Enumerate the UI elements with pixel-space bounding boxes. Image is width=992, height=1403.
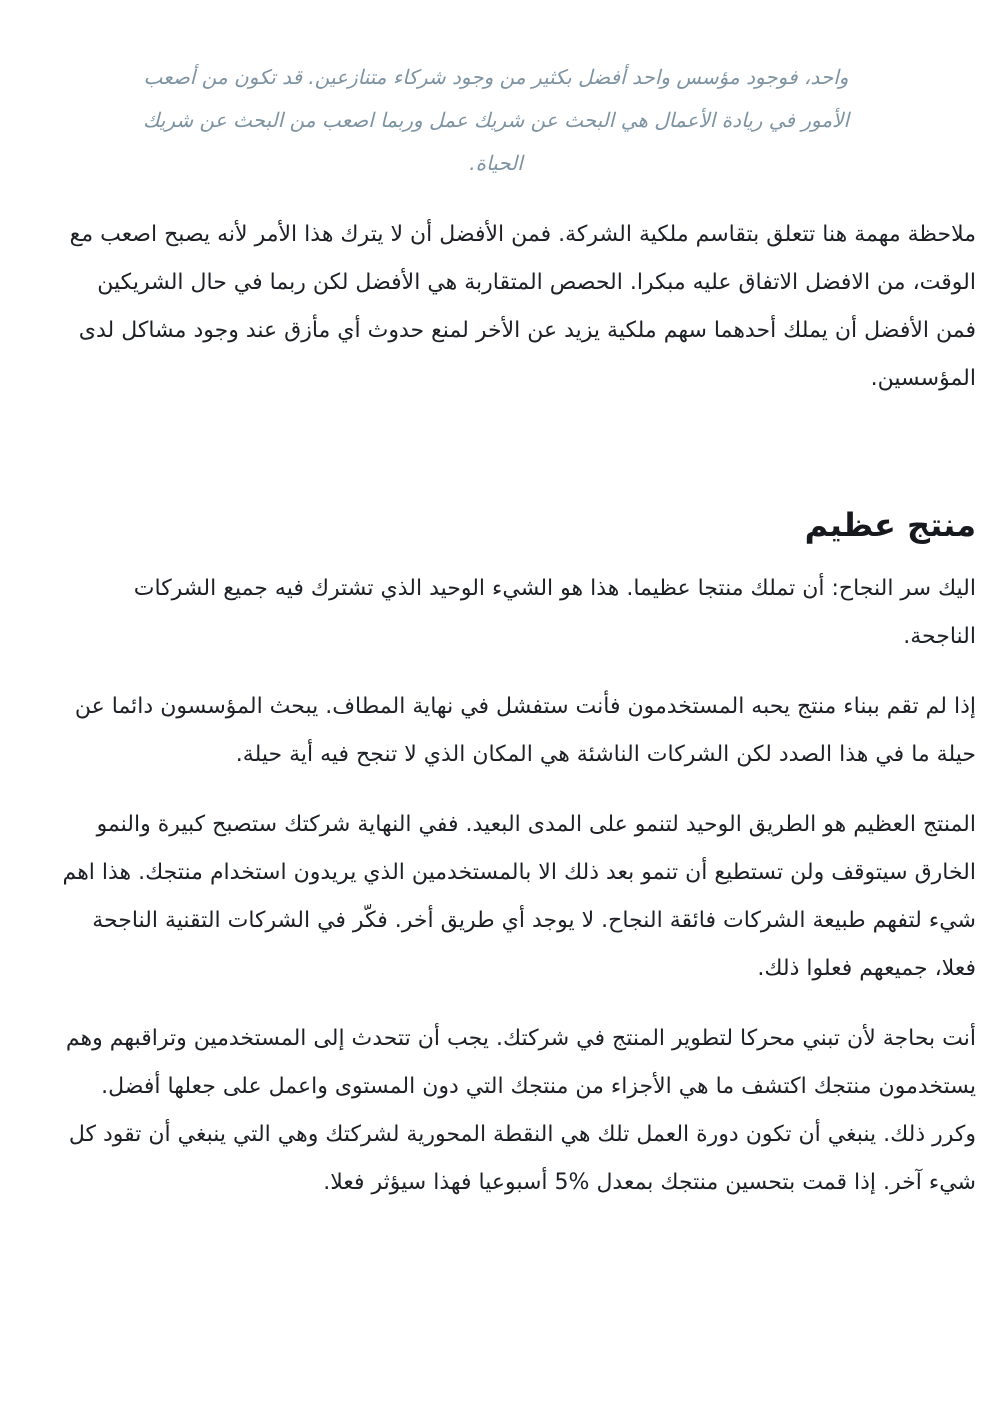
paragraph-product-improvement-engine: أنت بحاجة لأن تبني محركا لتطوير المنتج في شركتك. يجب أن تتحدث إلى المستخدمين وتراقبهم وهم يستخدمون منتجك اكتشف ما هي الأجزاء من منتجك التي دون المستوى واعمل على جعلها أفضل. وكرر ذلك. ينبغي أن تكون دورة العمل تلك هي النقطة المحورية لشركتك وهي التي ينبغي أن تقود كل شيء آخر. إذا قمت بتحسين منتجك بمعدل %5 أسبوعيا فهذا سيؤثر فعلا. [65, 1026, 976, 1195]
pull-quote: واحد، فوجود مؤسس واحد أفضل بكثير من وجود شركاء متنازعين. قد تكون من أصعب الأمور في ريادة الأعمال هي البحث عن شريك عمل وربما اصعب من البحث عن شريك الحياة. [142, 65, 850, 175]
paragraph-long-term-growth: المنتج العظيم هو الطريق الوحيد لتنمو على المدى البعيد. ففي النهاية شركتك ستصبح كبيرة والنمو الخارق سيتوقف ولن تستطيع أن تنمو بعد ذلك الا بالمستخدمين الذي يريدون استخدام منتجك. هذا اهم شيء لتفهم طبيعة الشركات فائقة النجاح. لا يوجد أي طريق أخر. فكّر في الشركات التقنية الناجحة فعلا، جميعهم فعلوا ذلك. [62, 812, 976, 981]
paragraph-users-love-product: إذا لم تقم ببناء منتج يحبه المستخدمون فأنت ستفشل في نهاية المطاف. يبحث المؤسسون دائما عن حيلة ما في هذا الصدد لكن الشركات الناشئة هي المكان الذي لا تنجح فيه أية حيلة. [74, 694, 976, 767]
section-heading-great-product: منتج عظيم [804, 506, 976, 544]
paragraph-equity-split-note: ملاحظة مهمة هنا تتعلق بتقاسم ملكية الشركة. فمن الأفضل أن لا يترك هذا الأمر لأنه يصبح اصعب مع الوقت، من الافضل الاتفاق عليه مبكرا. الحصص المتقاربة هي الأفضل لكن ربما في حال الشريكين فمن الأفضل أن يملك أحدهما سهم ملكية يزيد عن الأخر لمنع حدوث أي مأزق عند وجود مشاكل لدى المؤسسين. [69, 222, 976, 391]
paragraph-secret-of-success: اليك سر النجاح: أن تملك منتجا عظيما. هذا هو الشيء الوحيد الذي تشترك فيه جميع الشركات الناجحة. [133, 576, 976, 649]
page-content [0, 211, 992, 1207]
